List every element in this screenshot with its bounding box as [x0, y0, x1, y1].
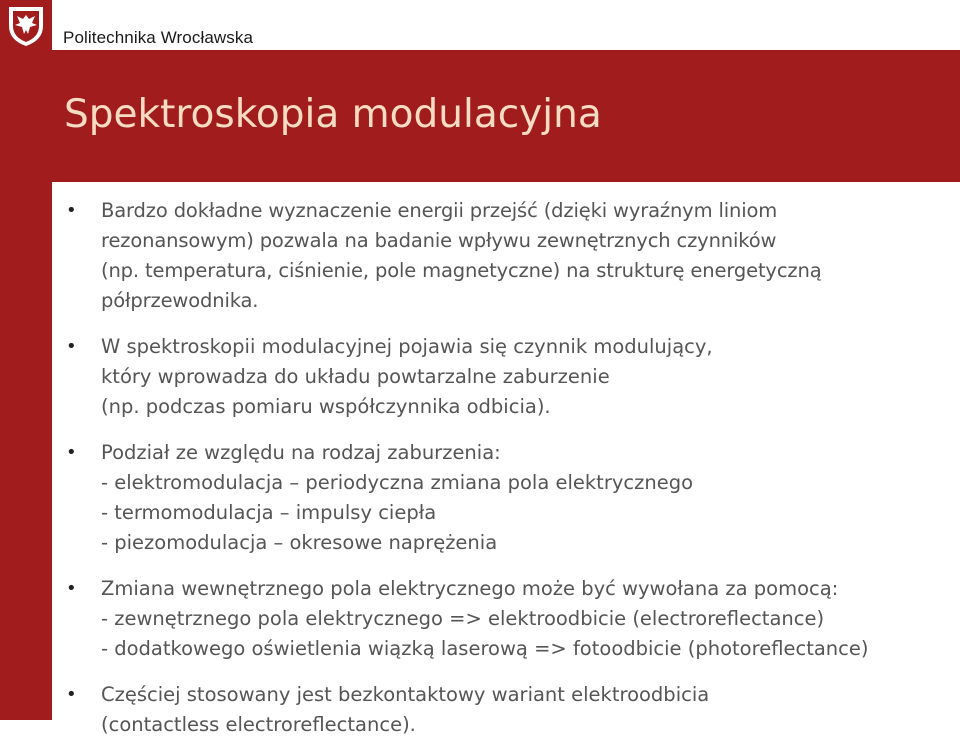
bullet-line: półprzewodnika. — [101, 289, 259, 312]
header-strip — [0, 0, 960, 50]
slide-title: Spektroskopia modulacyjna — [64, 92, 602, 137]
bullet-line: (np. temperatura, ciśnienie, pole magnetyczne) na strukturę energetyczną — [101, 259, 822, 282]
title-band — [52, 50, 960, 182]
bullet-item — [66, 680, 954, 740]
bullet-dot-icon: • — [66, 442, 77, 463]
bullet-line: który wprowadza do układu powtarzalne zaburzenie — [101, 365, 610, 388]
bullet-line: Zmiana wewnętrznego pola elektrycznego może być wywołana za pomocą: — [101, 577, 839, 600]
bullet-list — [66, 196, 954, 756]
left-accent-bar — [0, 50, 52, 720]
bullet-line: rezonansowym) pozwala na badanie wpływu zewnętrznych czynników — [101, 229, 777, 252]
eagle-crest-icon — [0, 0, 52, 50]
bullet-line: - elektromodulacja – periodyczna zmiana pola elektrycznego — [101, 471, 693, 494]
bullet-item — [66, 574, 954, 664]
bullet-dot-icon: • — [66, 336, 77, 357]
bullet-line: (contactless electroreflectance). — [101, 713, 416, 736]
bullet-item — [66, 196, 954, 316]
bullet-line: - termomodulacja – impulsy ciepła — [101, 501, 437, 524]
bullet-line: Podział ze względu na rodzaj zaburzenia: — [101, 441, 501, 464]
institution-name: Politechnika Wrocławska — [63, 28, 254, 47]
bullet-line: - dodatkowego oświetlenia wiązką laserową => fotoodbicie (photoreflectance) — [101, 637, 869, 660]
bullet-line: - piezomodulacja – okresowe naprężenia — [101, 531, 498, 554]
bullet-line: Częściej stosowany jest bezkontaktowy wariant elektroodbicia — [101, 683, 710, 706]
bullet-item — [66, 438, 954, 558]
bullet-item — [66, 332, 954, 422]
bullet-line: (np. podczas pomiaru współczynnika odbicia). — [101, 395, 551, 418]
bullet-dot-icon: • — [66, 200, 77, 221]
bullet-line: W spektroskopii modulacyjnej pojawia się czynnik modulujący, — [101, 335, 713, 358]
bullet-dot-icon: • — [66, 578, 77, 599]
bullet-dot-icon: • — [66, 684, 77, 705]
bullet-line: - zewnętrznego pola elektrycznego => elektroodbicie (electroreflectance) — [101, 607, 825, 630]
bullet-line: Bardzo dokładne wyznaczenie energii przejść (dzięki wyraźnym liniom — [101, 199, 778, 222]
